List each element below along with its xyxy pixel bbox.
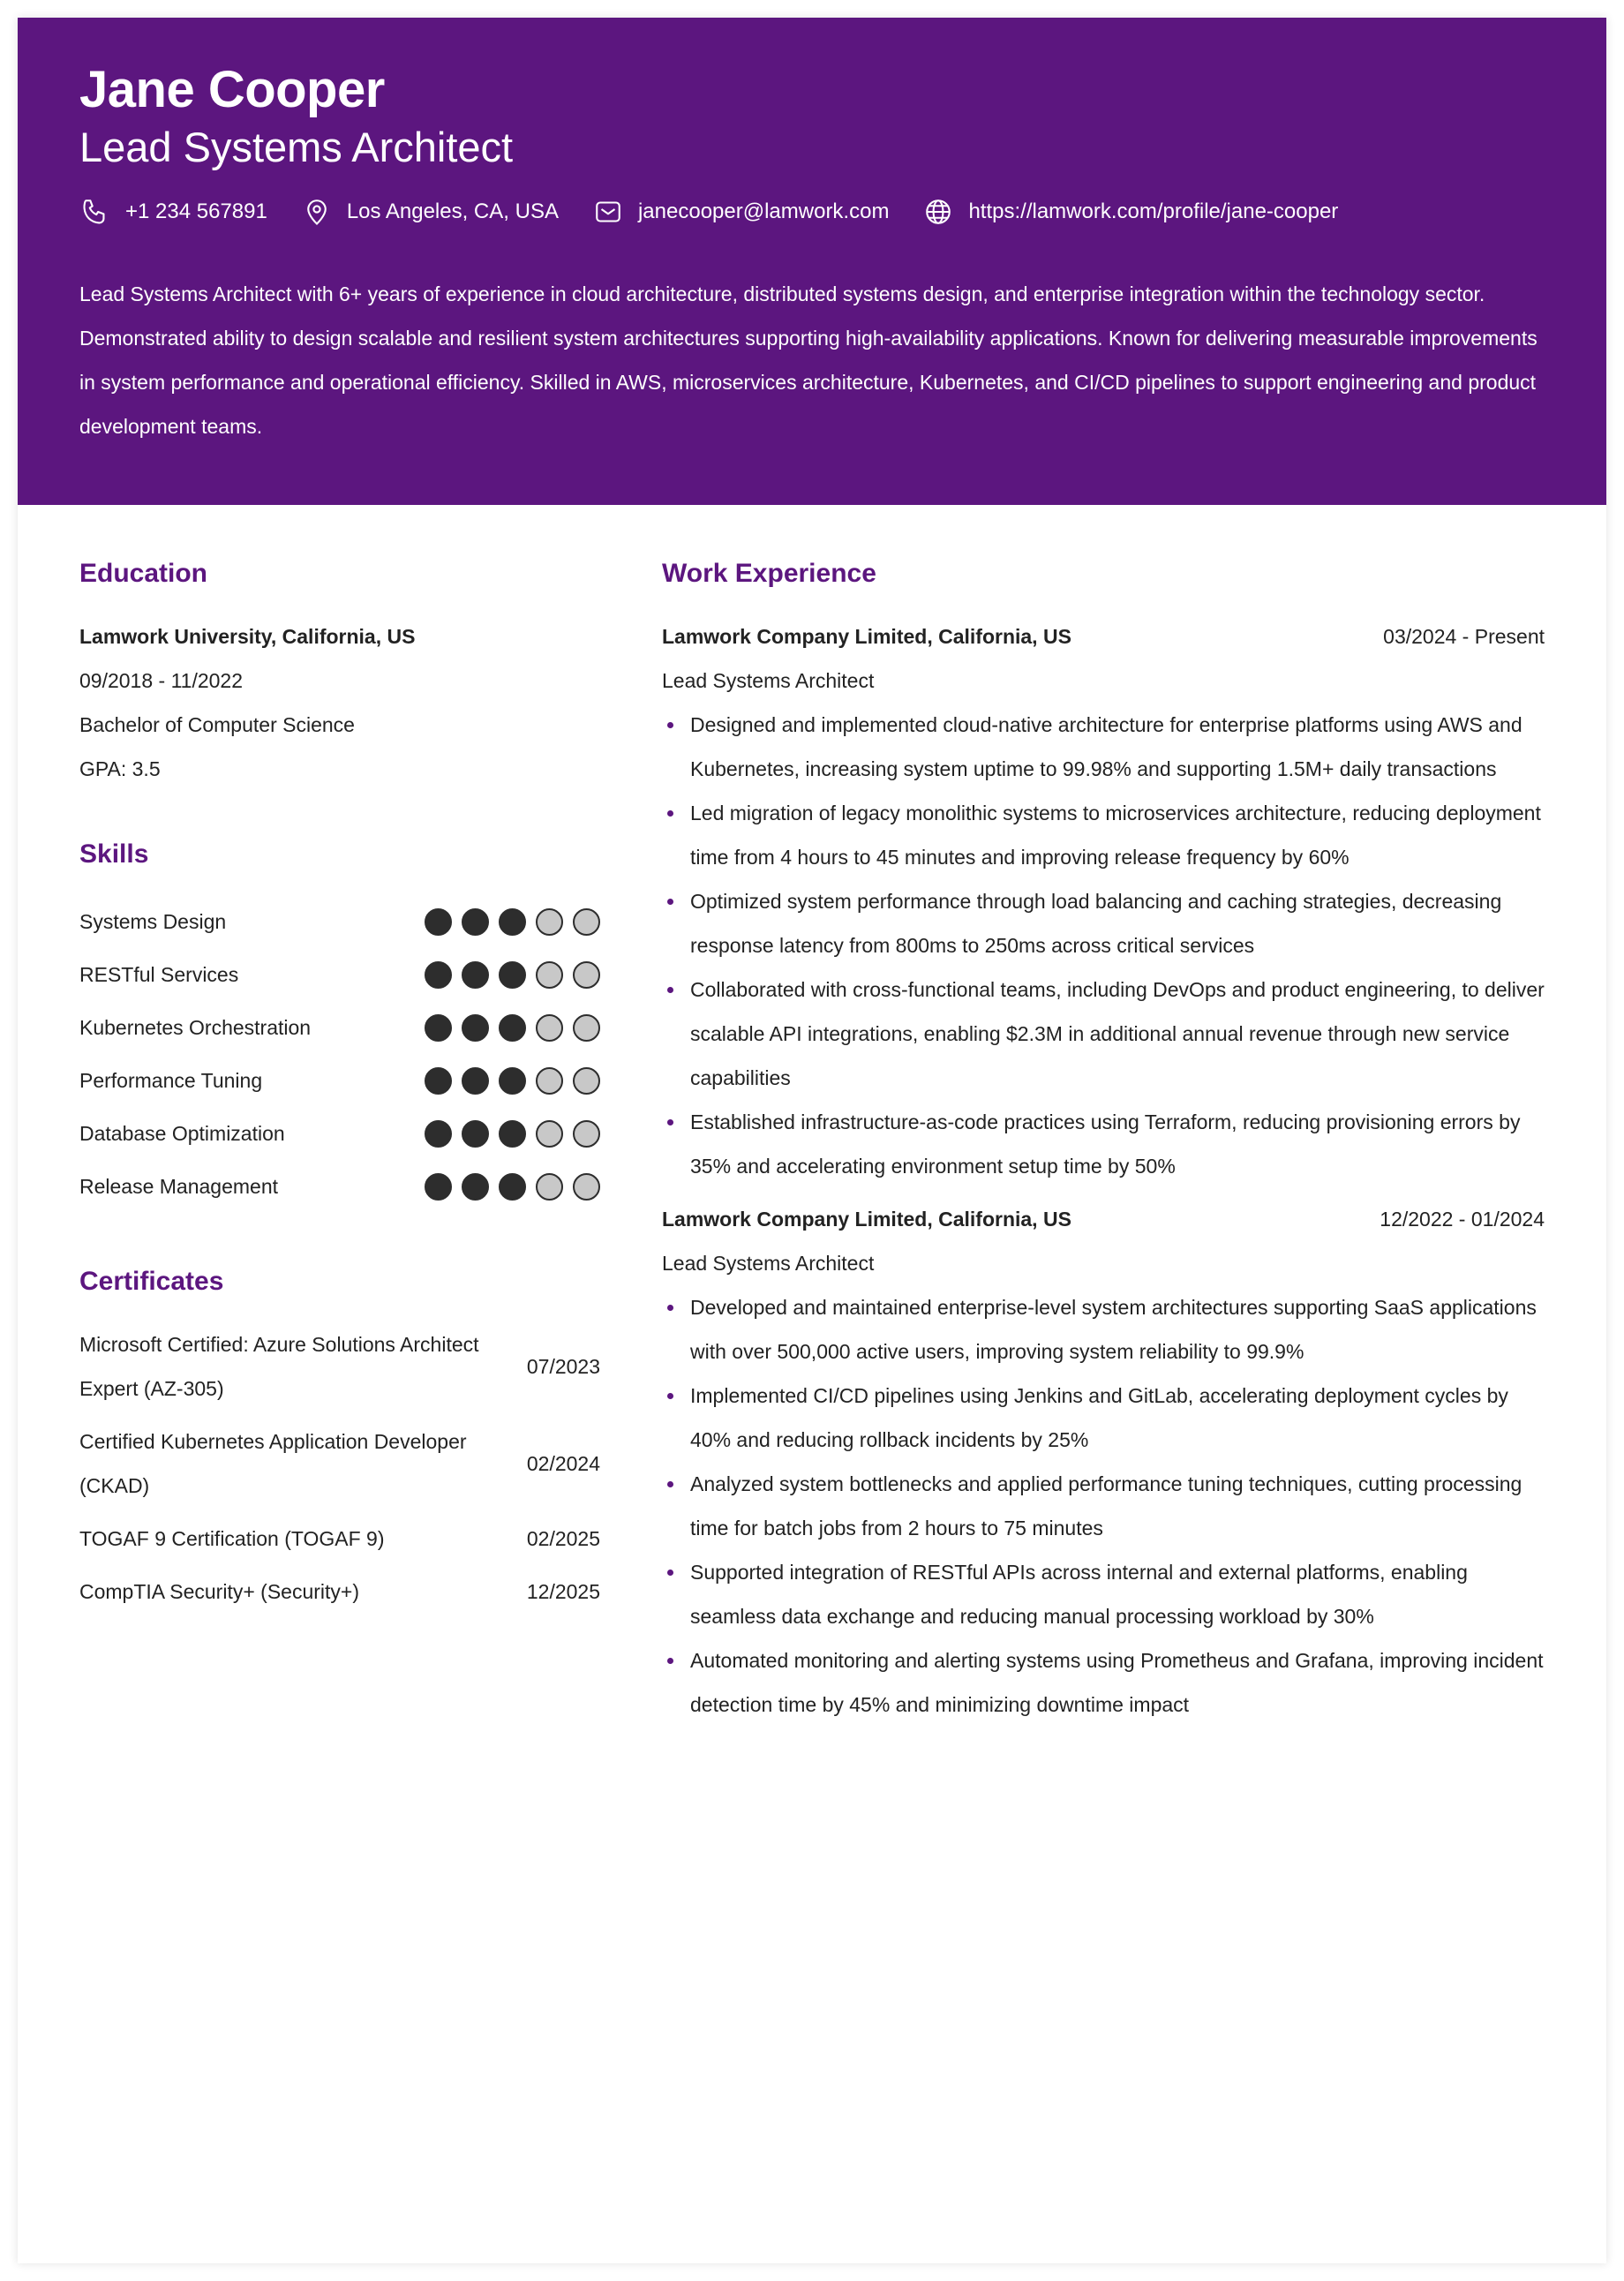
skills-heading: Skills <box>79 839 149 869</box>
rating-dot-filled <box>499 908 526 936</box>
rating-dot-empty <box>573 908 600 936</box>
rating-dot-filled <box>425 1173 452 1201</box>
certificate-date: 12/2025 <box>526 1580 600 1603</box>
rating-dot-filled <box>425 1014 452 1042</box>
skill-name: Database Optimization <box>79 1121 285 1145</box>
rating-dot-filled <box>425 1120 452 1148</box>
skill-rating <box>415 961 600 989</box>
job-header <box>662 1197 1545 1241</box>
skill-name: Performance Tuning <box>79 1068 263 1092</box>
rating-dot-filled <box>499 1067 526 1095</box>
job-bullet: Automated monitoring and alerting systems using Prometheus and Grafana, improving incident detection time by 45% and minimizing downtime impact <box>662 1638 1545 1727</box>
profile-summary: Lead Systems Architect with 6+ years of experience in cloud architecture, distributed systems design, and enterprise integration within the technology sector. Demonstrated ability to design scalable and resilient system architectures supporting high-availability applications. Known for delivering measurable improvements in system performance and operational efficiency. Skilled in AWS, microservices architecture, Kubernetes, and CI/CD pipelines to support engineering and product development teams. <box>79 282 1538 438</box>
candidate-title: Lead Systems Architect <box>79 124 514 170</box>
rating-dot-empty <box>573 961 600 989</box>
rating-dot-filled <box>462 1014 489 1042</box>
education-gpa: GPA: 3.5 <box>79 757 161 780</box>
certificate-row <box>79 1570 600 1614</box>
skills-list <box>79 895 620 1213</box>
education-section <box>79 556 620 791</box>
phone-text: +1 234 567891 <box>125 199 267 223</box>
certificate-date: 02/2025 <box>526 1527 600 1550</box>
rating-dot-filled <box>499 1120 526 1148</box>
certificates-list <box>79 1322 620 1614</box>
skill-rating <box>415 1014 600 1042</box>
job-role: Lead Systems Architect <box>662 1252 875 1275</box>
rating-dot-empty <box>536 1014 563 1042</box>
skill-name: Systems Design <box>79 909 227 933</box>
job-bullet: Analyzed system bottlenecks and applied performance tuning techniques, cutting processing time for batch jobs from 2 hours to 75 minutes <box>662 1462 1545 1550</box>
job-entry <box>662 1197 1545 1727</box>
skill-name: Kubernetes Orchestration <box>79 1015 312 1039</box>
job-bullet: Supported integration of RESTful APIs across internal and external platforms, enabling seamless data exchange and reducing manual processing workload by 30% <box>662 1550 1545 1638</box>
phone-icon <box>79 196 111 228</box>
rating-dot-filled <box>462 1173 489 1201</box>
job-bullets <box>662 703 1545 1188</box>
certificate-name: CompTIA Security+ (Security+) <box>79 1580 359 1603</box>
rating-dot-filled <box>499 961 526 989</box>
certificate-name: Microsoft Certified: Azure Solutions Architect Expert (AZ-305) <box>79 1333 479 1400</box>
skill-rating <box>415 1067 600 1095</box>
certificate-row <box>79 1517 600 1561</box>
certificate-row <box>79 1419 600 1508</box>
rating-dot-empty <box>573 1173 600 1201</box>
certificates-section <box>79 1264 620 1614</box>
job-bullet: Collaborated with cross-functional teams, including DevOps and product engineering, to deliver scalable API integrations, enabling $2.3M in additional annual revenue through new service capabilities <box>662 967 1545 1100</box>
education-degree: Bachelor of Computer Science <box>79 713 355 736</box>
certificate-name: Certified Kubernetes Application Developer (CKAD) <box>79 1430 467 1497</box>
job-bullet: Designed and implemented cloud-native architecture for enterprise platforms using AWS and Kubernetes, increasing system uptime to 99.98% and supporting 1.5M+ daily transactions <box>662 703 1545 791</box>
job-bullet: Optimized system performance through load balancing and caching strategies, decreasing response latency from 800ms to 250ms across critical services <box>662 879 1545 967</box>
skill-row <box>79 1001 600 1054</box>
job-bullet: Established infrastructure-as-code practices using Terraform, reducing provisioning errors by 35% and accelerating environment setup time by 50% <box>662 1100 1545 1188</box>
email-text[interactable]: janecooper@lamwork.com <box>637 199 890 223</box>
rating-dot-filled <box>462 961 489 989</box>
contact-email[interactable] <box>592 196 889 228</box>
skills-section <box>79 837 620 1213</box>
education-dates: 09/2018 - 11/2022 <box>79 669 244 692</box>
location-text: Los Angeles, CA, USA <box>346 199 559 223</box>
rating-dot-empty <box>536 1120 563 1148</box>
rating-dot-filled <box>462 1067 489 1095</box>
rating-dot-empty <box>536 1067 563 1095</box>
job-bullet: Implemented CI/CD pipelines using Jenkins and GitLab, accelerating deployment cycles by 40% and reducing rollback incidents by 25% <box>662 1374 1545 1462</box>
rating-dot-filled <box>425 908 452 936</box>
rating-dot-filled <box>425 1067 452 1095</box>
resume-body <box>18 505 1606 1735</box>
rating-dot-empty <box>573 1067 600 1095</box>
candidate-name: Jane Cooper <box>79 61 385 118</box>
jobs-list <box>662 614 1545 1727</box>
skill-row <box>79 1107 600 1160</box>
education-heading: Education <box>79 559 208 588</box>
job-entry <box>662 614 1545 1188</box>
job-bullet: Developed and maintained enterprise-level system architectures supporting SaaS applications with over 500,000 active users, improving system reliability to 99.9% <box>662 1285 1545 1374</box>
rating-dot-empty <box>536 908 563 936</box>
job-dates: 03/2024 - Present <box>1383 625 1545 648</box>
job-header <box>662 614 1545 659</box>
rating-dot-filled <box>499 1014 526 1042</box>
globe-icon <box>922 196 954 228</box>
envelope-icon <box>592 196 624 228</box>
resume-page <box>18 18 1606 2263</box>
job-bullet: Led migration of legacy monolithic systems to microservices architecture, reducing deployment time from 4 hours to 45 minutes and improving release frequency by 60% <box>662 791 1545 879</box>
rating-dot-empty <box>573 1120 600 1148</box>
rating-dot-filled <box>462 908 489 936</box>
skill-row <box>79 895 600 948</box>
job-role: Lead Systems Architect <box>662 669 875 692</box>
skill-row <box>79 948 600 1001</box>
contact-bar <box>79 192 1545 231</box>
job-bullets <box>662 1285 1545 1727</box>
certificates-heading: Certificates <box>79 1267 224 1296</box>
rating-dot-empty <box>536 1173 563 1201</box>
certificate-date: 07/2023 <box>526 1355 600 1378</box>
rating-dot-empty <box>536 961 563 989</box>
left-column <box>79 505 620 1735</box>
location-pin-icon <box>301 196 333 228</box>
skill-rating <box>415 1120 600 1148</box>
certificate-row <box>79 1322 600 1411</box>
skill-row <box>79 1160 600 1213</box>
skill-rating <box>415 908 600 936</box>
job-company: Lamwork Company Limited, California, US <box>662 625 1071 648</box>
contact-website[interactable] <box>922 196 1338 228</box>
contact-phone <box>79 196 267 228</box>
right-column <box>662 505 1545 1735</box>
website-text[interactable]: https://lamwork.com/profile/jane-cooper <box>968 199 1339 223</box>
rating-dot-filled <box>462 1120 489 1148</box>
skill-rating <box>415 1173 600 1201</box>
skill-name: RESTful Services <box>79 962 239 986</box>
work-heading: Work Experience <box>662 559 876 588</box>
resume-header <box>18 18 1606 505</box>
contact-location <box>301 196 559 228</box>
certificate-date: 02/2024 <box>526 1452 600 1475</box>
rating-dot-empty <box>573 1014 600 1042</box>
job-company: Lamwork Company Limited, California, US <box>662 1208 1071 1231</box>
certificate-name: TOGAF 9 Certification (TOGAF 9) <box>79 1527 385 1550</box>
rating-dot-filled <box>425 961 452 989</box>
rating-dot-filled <box>499 1173 526 1201</box>
skill-row <box>79 1054 600 1107</box>
job-dates: 12/2022 - 01/2024 <box>1380 1208 1545 1231</box>
education-school: Lamwork University, California, US <box>79 625 416 648</box>
skill-name: Release Management <box>79 1174 279 1198</box>
